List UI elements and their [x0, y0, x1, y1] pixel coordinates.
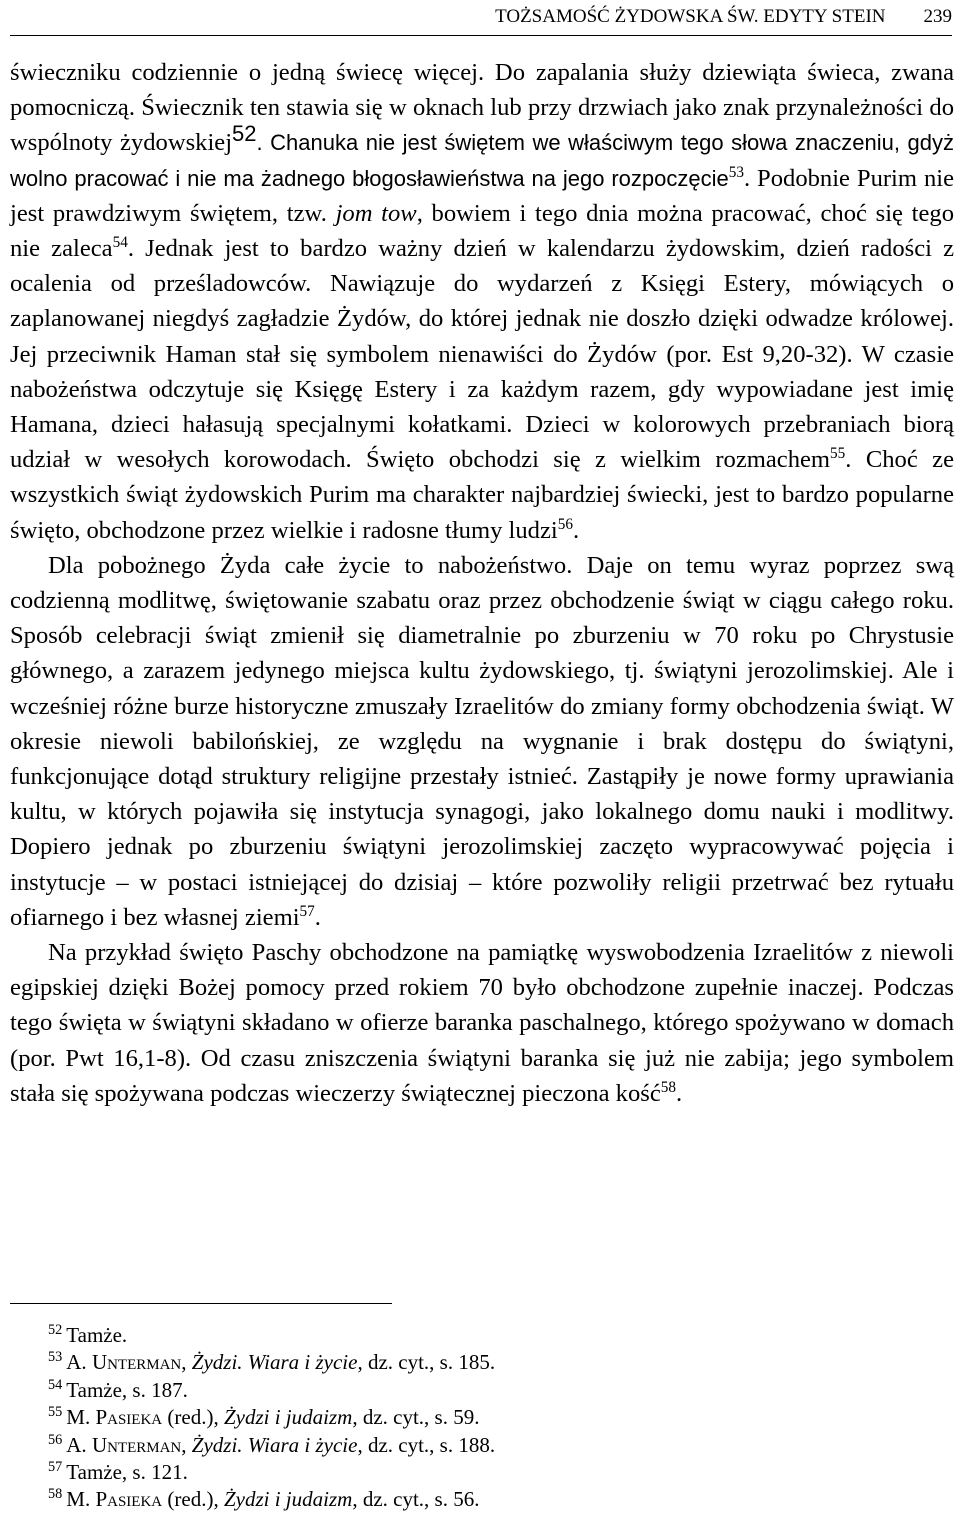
footnote: [48, 1486, 948, 1513]
footnote-ref: 56: [557, 515, 573, 533]
text-run: (red.),: [162, 1487, 224, 1512]
text-run: (red.),: [162, 1405, 224, 1430]
footnote-ref: 54: [112, 233, 128, 251]
footnote-number: 58: [48, 1486, 63, 1503]
footnote-separator: [10, 1303, 392, 1304]
text-run: Tamże.: [66, 1323, 128, 1347]
text-run: A.: [66, 1350, 92, 1375]
body-text: [10, 55, 954, 1111]
text-run: ,: [181, 1432, 192, 1457]
text-run: .: [676, 1079, 683, 1107]
footnote-number: 57: [48, 1459, 63, 1476]
author-surname: Pasieka: [95, 1405, 163, 1430]
text-run: A.: [66, 1432, 92, 1457]
footnote-ref: 58: [660, 1078, 676, 1096]
footnote: [48, 1459, 948, 1486]
text-run: , dz. cyt., s. 56.: [352, 1487, 480, 1512]
footnote: [48, 1349, 948, 1376]
text-run: . Choć ze wszystkich świąt żydowskich Purim ma charakter najbardziej świecki, jest to bardzo popularne święto, obchodzone przez wielkie i radosne tłumy ludzi: [10, 446, 954, 544]
page-number: 239: [923, 6, 952, 27]
footnote-number: 52: [48, 1322, 63, 1338]
footnote-ref: 55: [830, 445, 846, 463]
text-run: M.: [66, 1487, 96, 1512]
footnote-number: 55: [48, 1404, 63, 1421]
paragraph: [10, 55, 954, 548]
footnote-number: 56: [48, 1431, 63, 1448]
italic-term: Żydzi. Wiara i życie: [191, 1432, 358, 1457]
footnote-number: 53: [48, 1349, 63, 1366]
paragraph: [10, 548, 954, 935]
italic-term: Żydzi i judaizm: [223, 1405, 353, 1430]
text-run: Chanuka nie jest świętem we właściwym tego słowa znaczeniu, gdyż wolno pracować i nie ma żadnego błogosławieństwa na jego rozpoczęcie: [10, 130, 954, 191]
author-surname: Unterman: [91, 1350, 182, 1375]
footnote-number: 54: [48, 1376, 63, 1393]
text-run: ,: [181, 1350, 192, 1375]
text-run: . Jednak jest to bardzo ważny dzień w kalendarzu żydowskim, dzień radości z ocalenia od prześladowców. Nawiązuje do wydarzeń z Księgi Estery, mówiących o zaplanowanej niegdyś zagładzie Żydów, do której jednak nie doszło dzięki odwadze królowej. Jej przeciwnik Haman stał się symbolem nienawiści do Żydów (por. Est 9,20-32). W czasie nabożeństwa odczytuje się Księgę Estery i za każdym razem, gdy wypowiadane jest imię Hamana, dzieci hałasują specjalnymi kołatkami. Dzieci w kolorowych przebraniach biorą udział w wesołych korowodach. Święto obchodzi się z wielkim rozmachem: [10, 235, 954, 474]
text-run: Tamże, s. 121.: [66, 1460, 188, 1485]
footnote-ref: 57: [299, 902, 315, 920]
italic-term: Żydzi. Wiara i życie: [191, 1350, 358, 1375]
footnote: [48, 1322, 948, 1349]
author-surname: Pasieka: [95, 1487, 163, 1512]
text-run: Na przykład święto Paschy obchodzone na pamiątkę wyswobodzenia Izraelitów z niewoli egipskiej dzięki Bożej pomocy przed rokiem 70 było obchodzone zupełnie inaczej. Podczas tego święta w świątyni składano w ofierze baranka paschalnego, którego spożywano w domach (por. Pwt 16,1-8). Od czasu zniszczenia świątyni baranka się już nie zabija; jego symbolem stała się spożywana podczas wieczerzy świątecznej pieczona kość: [10, 939, 954, 1107]
paragraph: [10, 935, 954, 1111]
text-run: , dz. cyt., s. 185.: [357, 1350, 496, 1375]
text-run: .: [572, 516, 580, 544]
author-surname: Unterman: [91, 1432, 182, 1457]
italic-term: jom tow: [335, 199, 417, 227]
text-run: M.: [66, 1405, 96, 1430]
text-run: Tamże, s. 187.: [66, 1377, 188, 1402]
text-run: , dz. cyt., s. 188.: [357, 1432, 496, 1457]
text-run: świeczniku codziennie o jedną świecę więcej. Do zapalania służy dziewiąta świeca, zwana pomocniczą. Świecznik ten stawia się w oknach lub przy drzwiach jako znak przynależności do wspólnoty żydowskiej: [10, 59, 954, 157]
running-title: TOŻSAMOŚĆ ŻYDOWSKA ŚW. EDYTY STEIN: [495, 6, 886, 27]
running-header: [10, 6, 952, 36]
text-run: .: [256, 130, 271, 156]
text-run: . Podobnie Purim nie jest prawdziwym świętem, tzw.: [10, 164, 954, 227]
footnote-ref: 52: [232, 121, 257, 147]
text-run: , bowiem i tego dnia można pracować, choć się tego nie zaleca: [10, 199, 954, 263]
text-run: .: [314, 903, 321, 931]
footnote: [48, 1377, 948, 1404]
italic-term: Żydzi i judaizm: [223, 1487, 353, 1512]
text-run: Dla pobożnego Żyda całe życie to nabożeństwo. Daje on temu wyraz poprzez swą codzienną modlitwę, świętowanie szabatu oraz przez obchodzenie świąt w ciągu całego roku. Sposób celebracji świąt zmienił się diametralnie po zburzeniu w 70 roku po Chrystusie głównego, a zarazem jedynego miejsca kultu żydowskiego, tj. świątyni jerozolimskiej. Ale i wcześniej różne burze historyczne zmuszały Izraelitów do zmiany formy obchodzenia świąt. W okresie niewoli babilońskiej, ze względu na wygnanie i brak dostępu do świątyni, funkcjonujące dotąd struktury religijne przestały istnieć. Zastąpiły je nowe formy uprawiania kultu, w których pojawiła się instytucja synagogi, jako lokalnego domu nauki i modlitwy. Dopiero jednak po zburzeniu świątyni jerozolimskiej zaczęto wypracowywać pojęcia i instytucje – w postaci istniejącej do dzisiaj – które pozwoliły religii przetrwać bez rytuału ofiarnego i bez własnej ziemi: [10, 551, 954, 931]
footnotes: [48, 1322, 948, 1514]
footnote: [48, 1432, 948, 1459]
text-run: , dz. cyt., s. 59.: [352, 1405, 480, 1430]
footnote: [48, 1404, 948, 1431]
footnote-ref: 53: [728, 163, 744, 181]
